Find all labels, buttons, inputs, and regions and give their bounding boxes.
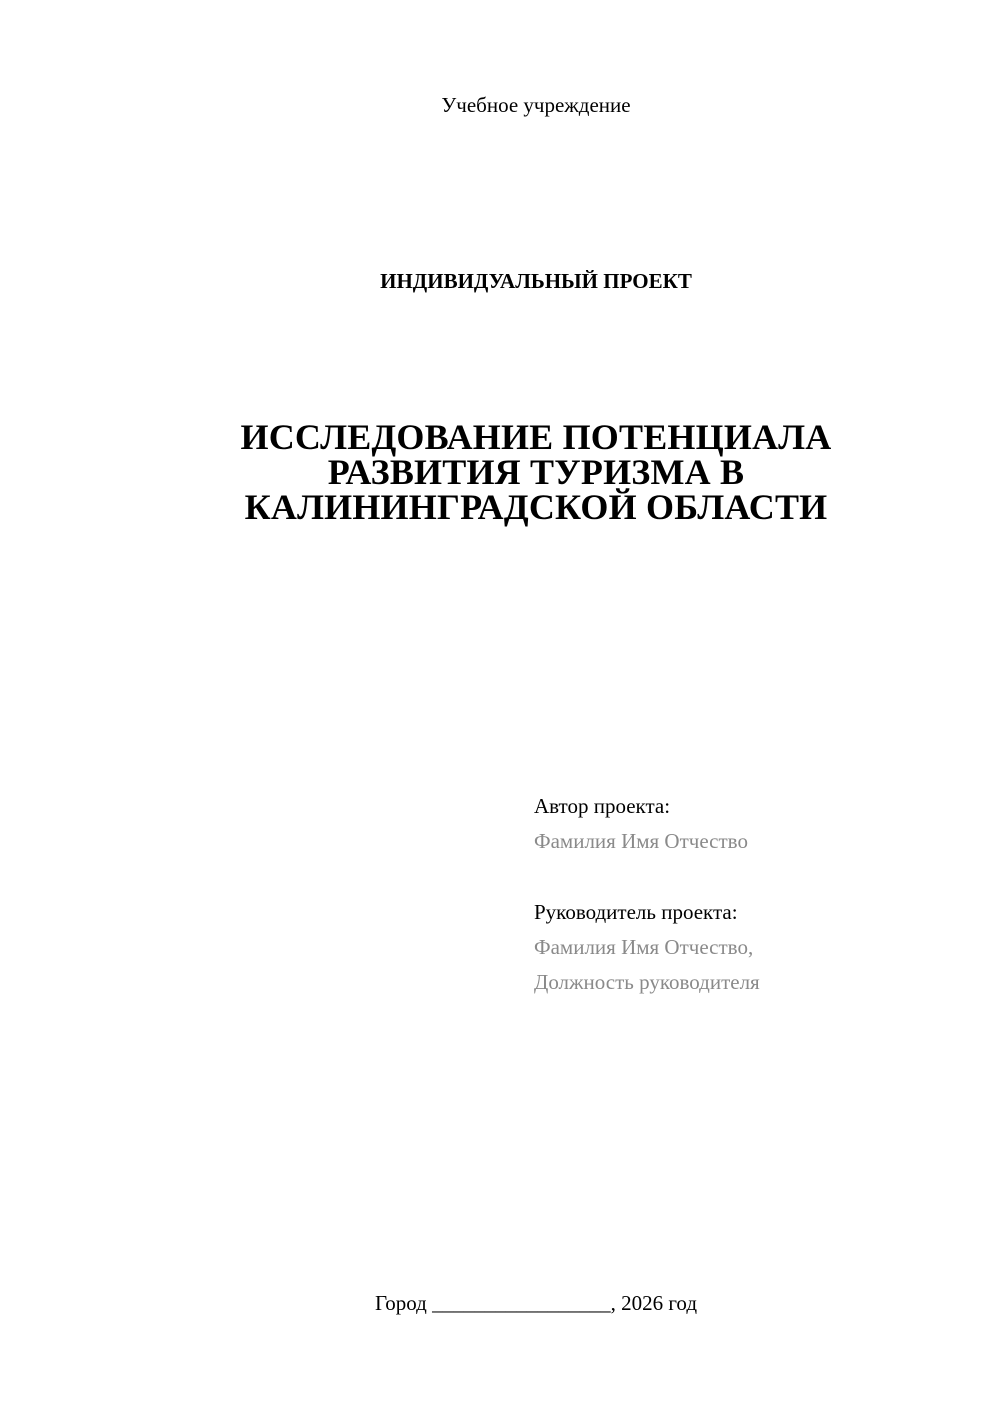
project-type-heading: ИНДИВИДУАЛЬНЫЙ ПРОЕКТ [380,269,692,293]
credits-block [534,789,974,1000]
supervisor-label: Руководитель проекта: [534,900,738,924]
supervisor-position-placeholder: Должность руководителя [534,970,760,994]
project-title-line-2: РАЗВИТИЯ ТУРИЗМА В [327,452,745,492]
supervisor-name-placeholder: Фамилия Имя Отчество, [534,935,754,959]
city-year-line: Город _________________, 2026 год [374,1291,698,1315]
credits-spacer [534,859,974,895]
project-title [180,417,892,527]
project-title-line-3: КАЛИНИНГРАДСКОЙ ОБЛАСТИ [244,487,828,527]
institution-name: Учебное учреждение [441,93,631,117]
project-title-line-1: ИССЛЕДОВАНИЕ ПОТЕНЦИАЛА [240,417,832,457]
author-name-placeholder: Фамилия Имя Отчество [534,829,748,853]
author-label: Автор проекта: [534,794,671,818]
